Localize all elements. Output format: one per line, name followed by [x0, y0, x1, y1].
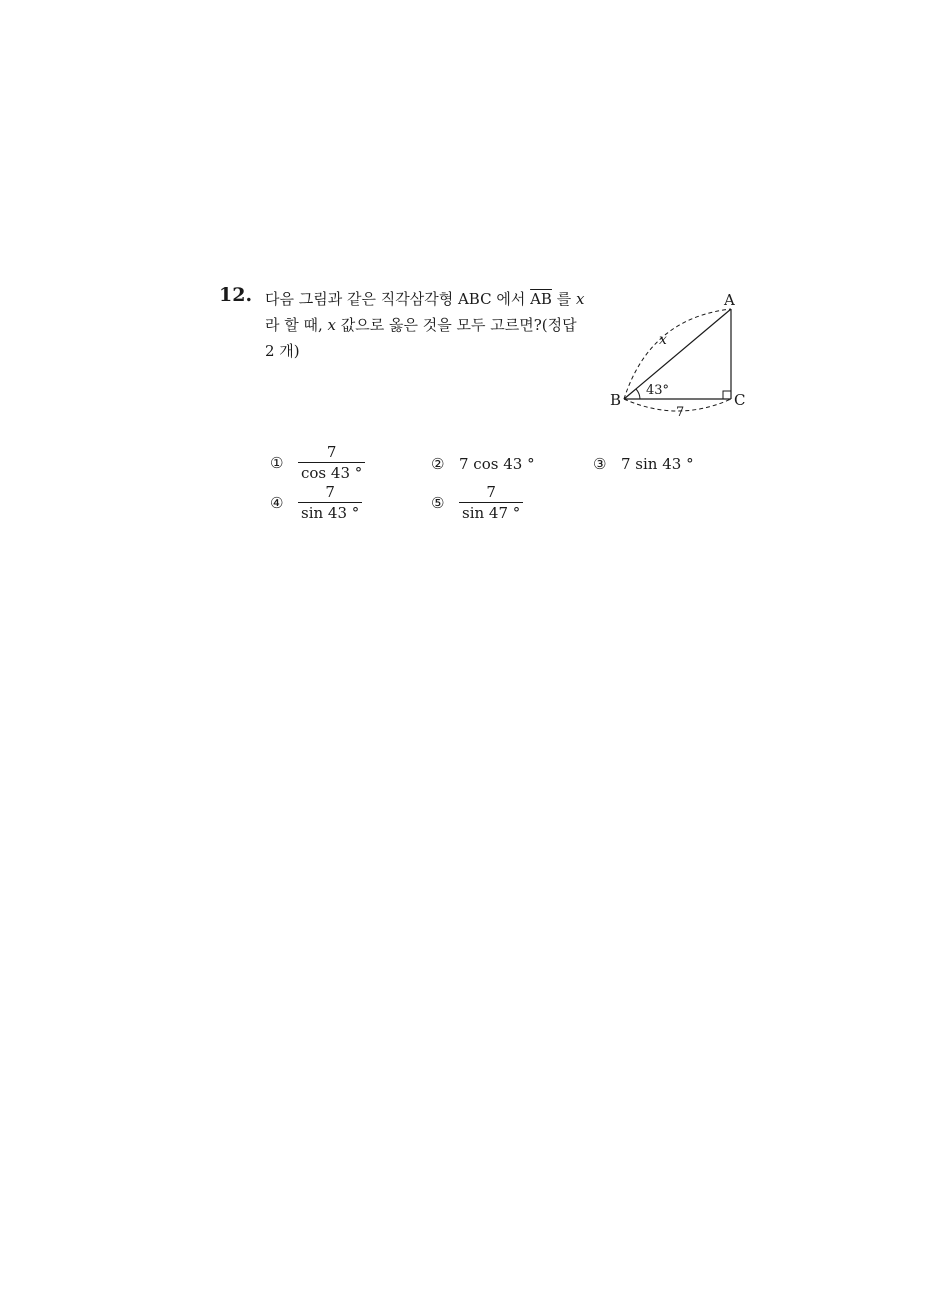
question-line-2-start: 라 할 때,	[265, 316, 328, 334]
choice-4[interactable]	[270, 484, 362, 521]
choice-2-mark: ②	[431, 455, 445, 473]
choice-2-text: 7 cos 43 °	[459, 455, 535, 473]
choice-3-text: 7 sin 43 °	[621, 455, 694, 473]
choice-1-denominator: cos 43 °	[298, 462, 365, 481]
base-length-label: 7	[676, 405, 685, 420]
choice-1-mark: ①	[270, 453, 284, 472]
choice-5-numerator: 7	[486, 483, 496, 501]
question-line-2	[265, 312, 595, 338]
choice-4-denominator: sin 43 °	[298, 502, 362, 521]
question-number: 12.	[219, 284, 253, 306]
triangle-figure	[600, 288, 760, 420]
right-angle-mark	[723, 391, 731, 399]
choice-1[interactable]	[270, 444, 365, 481]
choice-3-mark: ③	[593, 455, 607, 473]
choice-4-numerator: 7	[325, 483, 335, 501]
variable-x-2: x	[327, 316, 337, 334]
segment-ab: $\overline{AB}$	[530, 290, 552, 308]
choice-3[interactable]	[593, 455, 694, 473]
angle-label: 43°	[646, 383, 670, 398]
variable-x: x	[575, 290, 585, 308]
choice-1-fraction	[298, 444, 365, 481]
question-line-2-end: 값으로 옳은 것을 모두 고르면?(정답	[336, 316, 577, 334]
question-line-1-start: 다음 그림과 같은 직각삼각형 ABC 에서	[265, 290, 531, 308]
choice-4-mark: ④	[270, 493, 284, 512]
choice-5-denominator: sin 47 °	[459, 502, 523, 521]
question-line-3: 2 개)	[265, 342, 300, 360]
choice-2[interactable]	[431, 455, 535, 473]
question-line-1-mid: 를	[551, 290, 576, 308]
choice-5-fraction	[459, 484, 523, 521]
question-text	[265, 286, 595, 364]
question-line-1	[265, 286, 595, 312]
choice-5[interactable]	[431, 484, 523, 521]
angle-arc-b	[636, 389, 640, 399]
vertex-c-label: C	[734, 391, 746, 409]
vertex-b-label: B	[610, 391, 622, 409]
choice-4-fraction	[298, 484, 362, 521]
choice-5-mark: ⑤	[431, 493, 445, 512]
hypotenuse-label: x	[659, 332, 667, 348]
choice-1-numerator: 7	[326, 443, 337, 461]
vertex-a-label: A	[724, 291, 735, 309]
side-ab	[624, 309, 731, 399]
